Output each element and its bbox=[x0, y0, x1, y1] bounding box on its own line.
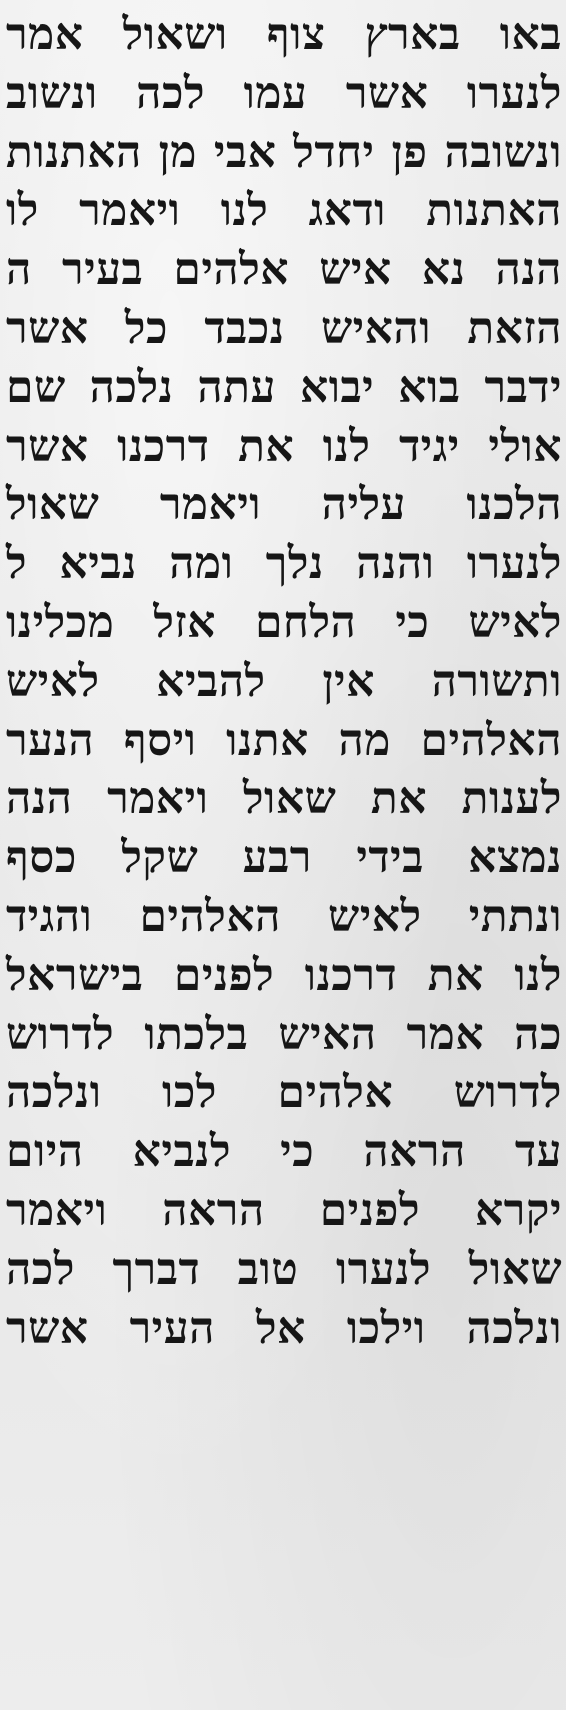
text-line: לענות את שאול ויאמר הנה bbox=[6, 773, 562, 825]
text-line: עד הראה כי לנביא היום bbox=[6, 1126, 562, 1178]
text-line: באו בארץ צוף ושאול אמר bbox=[6, 9, 562, 60]
text-line: הזאת והאיש נכבד כל אשר bbox=[6, 302, 562, 354]
text-line: ונלכה וילכו אל העיר אשר bbox=[6, 1302, 562, 1354]
text-line: האלהים מה אתנו ויסף הנער bbox=[6, 714, 562, 766]
text-line: שאול לנערו טוב דברך לכה bbox=[6, 1243, 562, 1295]
text-line: לנו את דרכנו לפנים בישראל bbox=[6, 949, 562, 1001]
text-line: הלכנו עליה ויאמר שאול bbox=[6, 479, 562, 531]
text-line: הנה נא איש אלהים בעיר ה bbox=[6, 244, 562, 296]
text-line: יקרא לפנים הראה ויאמר bbox=[6, 1184, 562, 1236]
text-line: לדרוש אלהים לכו ונלכה bbox=[6, 1067, 562, 1119]
text-line: לאיש כי הלחם אזל מכלינו bbox=[6, 596, 562, 648]
text-line: כה אמר האיש בלכתו לדרוש bbox=[6, 1008, 562, 1060]
text-line: נמצא בידי רבע שקל כסף bbox=[6, 832, 562, 884]
text-line: ידבר בוא יבוא עתה נלכה שם bbox=[6, 361, 562, 413]
text-line: אולי יגיד לנו את דרכנו אשר bbox=[6, 420, 562, 472]
text-line: ונשובה פן יחדל אבי מן האתנות bbox=[6, 126, 562, 178]
text-line: לנערו והנה נלך ומה נביא ל bbox=[6, 538, 562, 590]
text-line: ותשורה אין להביא לאיש bbox=[6, 655, 562, 707]
text-line: האתנות ודאג לנו ויאמר לו bbox=[6, 185, 562, 237]
text-line: ונתתי לאיש האלהים והגיד bbox=[6, 890, 562, 942]
text-line: לנערו אשר עמו לכה ונשוב bbox=[6, 67, 562, 119]
